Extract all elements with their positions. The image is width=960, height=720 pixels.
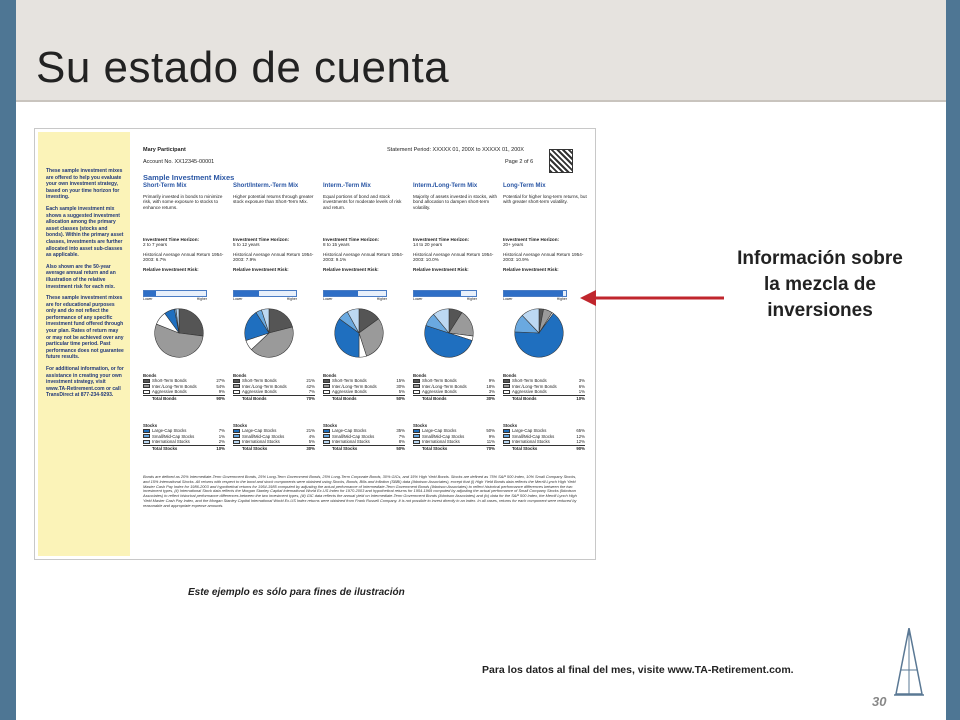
asset-percent: 12% — [576, 439, 585, 445]
risk-low-label: Lower — [413, 297, 423, 301]
table-row — [143, 434, 225, 440]
asset-percent: 65% — [576, 428, 585, 434]
risk-bar — [323, 290, 387, 297]
asset-percent: 21% — [306, 428, 315, 434]
bonds-header: Bonds — [413, 373, 427, 378]
table-row — [233, 378, 315, 384]
table-row — [323, 389, 405, 395]
total-row — [233, 395, 315, 401]
sidebar-paragraph: These sample investment mixes are offered to help you evaluate your own investment strategy, based on your time horizon for investing. — [46, 168, 123, 201]
risk-scale — [233, 297, 297, 301]
qr-code-icon — [549, 149, 573, 173]
illustration-caption: Este ejemplo es sólo para fines de ilustración — [188, 587, 405, 598]
table-row — [143, 384, 225, 390]
footnote: Bonds are defined as 20% Intermediate-Term Government Bonds, 25% Long-Term Government Bonds, 25% Long-Term Corporate Bonds, 30% GICs, and 15% High Yield Bonds. Stocks are defined as 75% S&P 500 Index, 10% Small Company Stocks, and 15% International Stocks. All returns with respect to the bond and stock components were obtained using Stocks, Bonds, Bills and Inflation (SBBI) data (Ibbotson Associates), except that (i) High Yield Bonds data reflects the Merrill Lynch High Yield Master Cash Pay Index for 1986-2003 and hypothetical returns for 1954-1985 computed by adjusting the actual performance of Intermediate-Term Government Bonds (Ibbotson Associates) to reflect historical performance differences between the two investment types, (ii) International Stock data reflects the Morgan Stanley Capital International World Ex-US Index for 1970-2003 and hypothetical returns for 1954-1969 computed by adjusting the actual performance of Small Company Stocks (Ibbotson Associates) to reflect historical performance differences between the two investment types, (iii) GIC data reflects the annual yield on Intermediate-Term Government Bonds (Ibbotson Associates) and (iv) data for the S&P 500 Index, the Merrill Lynch High Yield Master Cash Pay Index, and the Morgan Stanley Capital International World Ex-US Index returns were obtained from Frank Russell Company. It is not possible to invest directly in an index. In all cases, returns for each component were reduced by reasonable and appropriate expense amounts. — [143, 474, 577, 508]
legend-swatch — [143, 379, 150, 383]
account-number: Account No. XX12345-00001 — [143, 159, 215, 165]
horizon-label: Investment Time Horizon: — [413, 237, 470, 242]
table-row — [323, 378, 405, 384]
risk-bar — [143, 290, 207, 297]
legend-swatch — [323, 390, 330, 394]
risk-bar — [503, 290, 567, 297]
legend-swatch — [233, 390, 240, 394]
historical-return: Historical Average Annual Return 1954-2003: 9.1% — [323, 251, 404, 263]
mix-name: Short-Term Mix — [143, 183, 187, 189]
legend-swatch — [323, 434, 330, 438]
asset-percent: 6% — [578, 383, 585, 389]
allocation-pie-chart — [241, 305, 297, 361]
mix-description: Majority of assets invested in stocks, with bond allocation to dampen short-term volatility. — [413, 194, 497, 210]
asset-percent: 3% — [488, 389, 495, 395]
risk-bar-fill — [414, 291, 461, 296]
horizon-value: 5 to 12 years — [233, 242, 260, 248]
asset-name: Short-Term Bonds — [152, 378, 187, 384]
legend-swatch — [323, 440, 330, 444]
table-row — [503, 428, 585, 434]
sidebar-paragraph: Each sample investment mix shows a suggested investment allocation among the primary asset classes (stocks and bonds). Within the primary asset classes, investments are further allocated into asset sub-classes as applicable. — [46, 205, 124, 259]
historical-return: Historical Average Annual Return 1954-2003: 10.9% — [503, 251, 584, 263]
total-label: Total Stocks — [242, 445, 268, 451]
sidebar-paragraph: For additional information, or for assistance in creating your own investment strategy, visit www.TA-Retirement.com or call TransDirect at 877-234-9293. — [46, 366, 124, 399]
horizon-value: 8 to 15 years — [323, 242, 350, 248]
legend-swatch — [413, 384, 420, 388]
stocks-header: Stocks — [143, 423, 158, 428]
pie-slice — [179, 309, 203, 336]
legend-swatch — [233, 434, 240, 438]
mix-column — [233, 183, 317, 483]
asset-percent: 9% — [218, 389, 225, 395]
table-row — [143, 389, 225, 395]
allocation-pie-chart — [511, 305, 567, 361]
legend-swatch — [323, 379, 330, 383]
total-row — [323, 395, 405, 401]
legend-swatch — [233, 440, 240, 444]
historical-return: Historical Average Annual Return 1954-2003: 7.9% — [233, 251, 314, 263]
participant-name: Mary Participant — [143, 147, 186, 153]
risk-high-label: Higher — [196, 297, 207, 301]
table-row — [143, 378, 225, 384]
asset-name: Aggressive Bonds — [512, 389, 547, 395]
table-row — [323, 439, 405, 445]
stocks-table — [413, 423, 495, 451]
legend-swatch — [143, 390, 150, 394]
mix-name: Interm./Long-Term Mix — [413, 183, 478, 189]
legend-swatch — [503, 434, 510, 438]
total-label: Total Stocks — [422, 445, 448, 451]
total-label: Total Stocks — [332, 445, 358, 451]
total-value: 70% — [306, 395, 315, 401]
asset-percent: 21% — [306, 378, 315, 384]
asset-percent: 1% — [218, 433, 225, 439]
legend-swatch — [413, 434, 420, 438]
asset-percent: 11% — [486, 439, 495, 445]
asset-name: Aggressive Bonds — [242, 389, 277, 395]
mix-column — [503, 183, 587, 483]
legend-swatch — [233, 379, 240, 383]
page-of: Page 2 of 6 — [505, 159, 534, 165]
stocks-table — [503, 423, 585, 451]
asset-name: Inter./Long-Term Bonds — [512, 383, 557, 389]
legend-swatch — [143, 440, 150, 444]
slide — [16, 0, 946, 720]
risk-bar-fill — [324, 291, 358, 296]
mix-name: Interm.-Term Mix — [323, 183, 371, 189]
table-row — [233, 428, 315, 434]
legend-swatch — [323, 429, 330, 433]
legend-swatch — [503, 440, 510, 444]
page-number: 30 — [872, 694, 887, 709]
total-row — [323, 445, 405, 451]
asset-name: Aggressive Bonds — [152, 389, 187, 395]
risk-bar — [413, 290, 477, 297]
mix-name: Short/Interm.-Term Mix — [233, 183, 299, 189]
mix-column — [323, 183, 407, 483]
risk-high-label: Higher — [376, 297, 387, 301]
total-label: Total Bonds — [422, 395, 447, 401]
bonds-table — [233, 373, 315, 401]
visit-website-text: Para los datos al final del mes, visite www.TA-Retirement.com. — [482, 664, 794, 676]
asset-percent: 9% — [488, 378, 495, 384]
mix-description: Equal portions of bond and stock investments for moderate levels of risk and return. — [323, 194, 402, 210]
asset-percent: 7% — [398, 433, 405, 439]
asset-percent: 9% — [488, 433, 495, 439]
section-title: Sample Investment Mixes — [143, 173, 235, 182]
bonds-header: Bonds — [503, 373, 517, 378]
table-row — [413, 384, 495, 390]
mix-description: Primarily invested in bonds to minimize risk, with some exposure to stocks to enhance returns. — [143, 194, 223, 210]
total-value: 90% — [216, 395, 225, 401]
risk-scale — [323, 297, 387, 301]
legend-swatch — [503, 429, 510, 433]
bonds-table — [143, 373, 225, 401]
mix-description: Potential for higher long-term returns, but with greater short-term volatility. — [503, 194, 587, 205]
asset-name: International Stocks — [242, 439, 280, 445]
risk-bar-fill — [144, 291, 156, 296]
asset-name: International Stocks — [152, 439, 190, 445]
mix-column — [143, 183, 227, 483]
table-row — [503, 389, 585, 395]
total-value: 90% — [576, 445, 585, 451]
horizon-value: 20+ years — [503, 242, 524, 248]
total-row — [503, 445, 585, 451]
risk-bar — [233, 290, 297, 297]
asset-name: Inter./Long-Term Bonds — [152, 383, 197, 389]
sidebar-text — [46, 168, 124, 404]
asset-name: Small/Mid-Cap Stocks — [332, 433, 375, 439]
asset-name: Short-Term Bonds — [242, 378, 277, 384]
risk-label: Relative Investment Risk: — [323, 266, 379, 272]
stocks-table — [143, 423, 225, 451]
total-row — [503, 395, 585, 401]
mix-description: Higher potential returns through greater stock exposure than Short-Term Mix. — [233, 194, 314, 205]
asset-name: International Stocks — [422, 439, 460, 445]
asset-percent: 5% — [398, 389, 405, 395]
risk-high-label: Higher — [466, 297, 477, 301]
asset-name: Large-Cap Stocks — [422, 428, 457, 434]
asset-name: International Stocks — [512, 439, 550, 445]
total-value: 70% — [486, 445, 495, 451]
table-row — [413, 389, 495, 395]
total-value: 50% — [396, 395, 405, 401]
asset-name: Large-Cap Stocks — [512, 428, 547, 434]
total-row — [413, 395, 495, 401]
risk-label: Relative Investment Risk: — [413, 266, 469, 272]
table-row — [143, 428, 225, 434]
risk-high-label: Higher — [556, 297, 567, 301]
asset-name: Short-Term Bonds — [512, 378, 547, 384]
asset-name: Short-Term Bonds — [332, 378, 367, 384]
total-row — [413, 445, 495, 451]
table-row — [143, 439, 225, 445]
legend-swatch — [233, 429, 240, 433]
total-label: Total Bonds — [332, 395, 357, 401]
risk-high-label: Higher — [286, 297, 297, 301]
asset-percent: 8% — [398, 439, 405, 445]
total-label: Total Stocks — [152, 445, 178, 451]
total-label: Total Bonds — [152, 395, 177, 401]
table-row — [503, 439, 585, 445]
historical-return: Historical Average Annual Return 1954-2003: 10.0% — [413, 251, 494, 263]
sidebar-paragraph: Also shown are the 50-year average annual return and an illustration of the relative investment risk for each mix. — [46, 263, 116, 290]
asset-name: Aggressive Bonds — [422, 389, 457, 395]
statement-sidebar — [38, 132, 130, 556]
asset-percent: 18% — [486, 383, 495, 389]
total-value: 30% — [486, 395, 495, 401]
bonds-table — [413, 373, 495, 401]
bonds-table — [323, 373, 405, 401]
stocks-header: Stocks — [233, 423, 248, 428]
risk-low-label: Lower — [503, 297, 513, 301]
asset-percent: 1% — [578, 389, 585, 395]
asset-name: Short-Term Bonds — [422, 378, 457, 384]
legend-swatch — [503, 390, 510, 394]
risk-label: Relative Investment Risk: — [503, 266, 559, 272]
asset-percent: 2% — [218, 439, 225, 445]
total-value: 10% — [576, 395, 585, 401]
asset-name: Large-Cap Stocks — [332, 428, 367, 434]
legend-swatch — [503, 384, 510, 388]
asset-name: Inter./Long-Term Bonds — [332, 383, 377, 389]
risk-scale — [503, 297, 567, 301]
total-row — [143, 395, 225, 401]
asset-name: Inter./Long-Term Bonds — [422, 383, 467, 389]
asset-percent: 15% — [396, 378, 405, 384]
asset-name: Small/Mid-Cap Stocks — [512, 433, 555, 439]
total-row — [143, 445, 225, 451]
asset-percent: 3% — [578, 378, 585, 384]
legend-swatch — [413, 390, 420, 394]
asset-name: Small/Mid-Cap Stocks — [422, 433, 465, 439]
callout-arrow-icon — [576, 286, 726, 310]
stocks-table — [233, 423, 315, 451]
asset-percent: 4% — [308, 433, 315, 439]
table-row — [503, 434, 585, 440]
table-row — [503, 378, 585, 384]
bonds-header: Bonds — [233, 373, 247, 378]
total-value: 50% — [396, 445, 405, 451]
asset-percent: 5% — [308, 439, 315, 445]
table-row — [503, 384, 585, 390]
asset-percent: 42% — [306, 383, 315, 389]
horizon-value: 14 to 20 years — [413, 242, 443, 248]
asset-percent: 30% — [396, 383, 405, 389]
asset-name: Small/Mid-Cap Stocks — [152, 433, 195, 439]
table-row — [233, 439, 315, 445]
legend-swatch — [143, 429, 150, 433]
table-row — [323, 428, 405, 434]
asset-percent: 27% — [216, 378, 225, 384]
table-row — [233, 434, 315, 440]
total-label: Total Bonds — [512, 395, 537, 401]
asset-name: Large-Cap Stocks — [152, 428, 187, 434]
mix-name: Long-Term Mix — [503, 183, 546, 189]
legend-swatch — [413, 440, 420, 444]
title-band — [16, 0, 946, 102]
asset-percent: 7% — [218, 428, 225, 434]
bonds-table — [503, 373, 585, 401]
bonds-header: Bonds — [143, 373, 157, 378]
risk-low-label: Lower — [323, 297, 333, 301]
total-value: 30% — [306, 445, 315, 451]
horizon-label: Investment Time Horizon: — [233, 237, 290, 242]
risk-scale — [413, 297, 477, 301]
horizon-label: Investment Time Horizon: — [503, 237, 560, 242]
horizon-label: Investment Time Horizon: — [323, 237, 380, 242]
legend-swatch — [323, 384, 330, 388]
asset-name: Small/Mid-Cap Stocks — [242, 433, 285, 439]
risk-label: Relative Investment Risk: — [233, 266, 289, 272]
table-row — [413, 439, 495, 445]
horizon-label: Investment Time Horizon: — [143, 237, 200, 242]
legend-swatch — [143, 384, 150, 388]
asset-name: Large-Cap Stocks — [242, 428, 277, 434]
historical-return: Historical Average Annual Return 1954-2003: 6.7% — [143, 251, 224, 263]
total-label: Total Bonds — [242, 395, 267, 401]
asset-percent: 50% — [486, 428, 495, 434]
risk-low-label: Lower — [233, 297, 243, 301]
risk-scale — [143, 297, 207, 301]
table-row — [413, 434, 495, 440]
risk-bar-fill — [234, 291, 259, 296]
stocks-table — [323, 423, 405, 451]
statement-period: Statement Period: XXXXX 01, 200X to XXXXX 01, 200X — [387, 147, 524, 153]
asset-percent: 7% — [308, 389, 315, 395]
legend-swatch — [413, 429, 420, 433]
allocation-pie-chart — [331, 305, 387, 361]
asset-percent: 54% — [216, 383, 225, 389]
asset-percent: 35% — [396, 428, 405, 434]
mix-column — [413, 183, 497, 483]
legend-swatch — [503, 379, 510, 383]
asset-name: International Stocks — [332, 439, 370, 445]
stocks-header: Stocks — [323, 423, 338, 428]
statement-sample-image — [34, 128, 596, 560]
risk-label: Relative Investment Risk: — [143, 266, 199, 272]
slide-title: Su estado de cuenta — [36, 43, 450, 92]
table-row — [323, 384, 405, 390]
callout-text: Información sobre la mezcla de inversiones — [737, 248, 903, 321]
transamerica-pyramid-logo — [892, 628, 926, 698]
legend-swatch — [143, 434, 150, 438]
asset-name: Aggressive Bonds — [332, 389, 367, 395]
asset-name: Inter./Long-Term Bonds — [242, 383, 287, 389]
table-row — [413, 378, 495, 384]
total-value: 10% — [216, 445, 225, 451]
total-row — [233, 445, 315, 451]
asset-percent: 12% — [576, 433, 585, 439]
legend-swatch — [413, 379, 420, 383]
sidebar-paragraph: These sample investment mixes are for educational purposes only and do not reflect the performance of any specific investment fund offered through your plan. Rates of return may or may not be achieved over any particular time period. Past performance does not guarantee future results. — [46, 295, 124, 361]
table-row — [323, 434, 405, 440]
horizon-value: 2 to 7 years — [143, 242, 168, 248]
allocation-pie-chart — [151, 305, 207, 361]
legend-swatch — [233, 384, 240, 388]
stocks-header: Stocks — [503, 423, 518, 428]
risk-bar-fill — [504, 291, 563, 296]
total-label: Total Stocks — [512, 445, 538, 451]
stocks-header: Stocks — [413, 423, 428, 428]
table-row — [233, 389, 315, 395]
table-row — [233, 384, 315, 390]
bonds-header: Bonds — [323, 373, 337, 378]
allocation-pie-chart — [421, 305, 477, 361]
table-row — [413, 428, 495, 434]
risk-low-label: Lower — [143, 297, 153, 301]
